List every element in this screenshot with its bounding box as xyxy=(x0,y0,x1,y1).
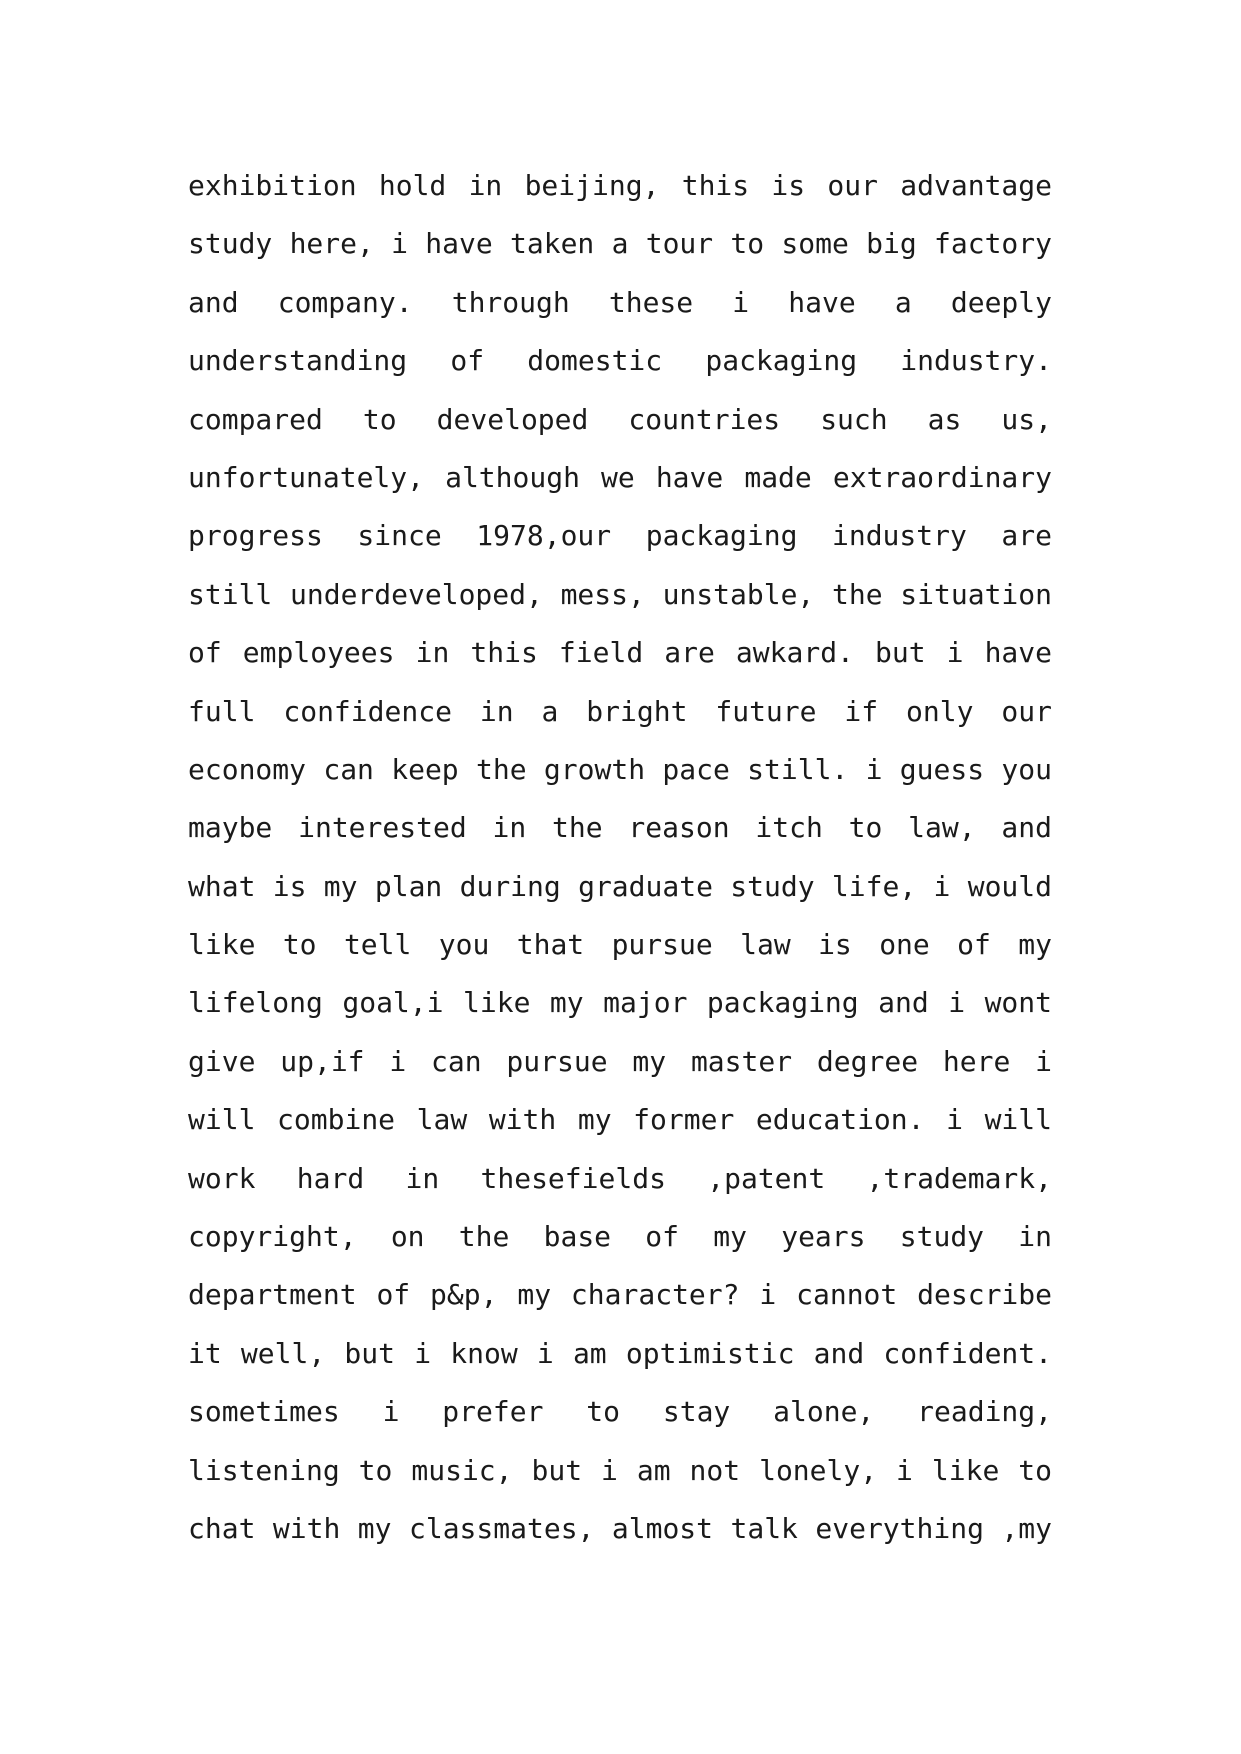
text-line-1: exhibition hold in beijing, this is our advantage xyxy=(188,169,1052,202)
text-line-11: economy can keep the growth pace still. i guess you xyxy=(188,752,1052,786)
text-line-17: will combine law with my former education. i will xyxy=(188,1103,1052,1137)
text-line-10: full confidence in a bright future if only our xyxy=(188,694,1052,728)
text-line-6: unfortunately, although we have made extraordinary xyxy=(188,460,1052,494)
text-line-8: still underdeveloped, mess, unstable, the situation xyxy=(188,577,1052,611)
text-line-12: maybe interested in the reason itch to law, and xyxy=(188,811,1052,845)
text-line-22: sometimes i prefer to stay alone, reading, xyxy=(188,1395,1052,1429)
text-line-21: it well, but i know i am optimistic and confident. xyxy=(188,1336,1052,1370)
text-line-24: chat with my classmates, almost talk everything ,my xyxy=(188,1511,1052,1545)
text-line-14: like to tell you that pursue law is one of my xyxy=(188,928,1052,962)
text-line-20: department of p&p, my character? i cannot describe xyxy=(188,1278,1052,1312)
text-line-9: of employees in this field are awkard. but i have xyxy=(188,636,1052,670)
text-line-13: what is my plan during graduate study life, i would xyxy=(188,869,1052,903)
text-line-18: work hard in thesefields ,patent ,trademark, xyxy=(188,1161,1052,1195)
text-line-2: study here, i have taken a tour to some big factory xyxy=(188,227,1052,261)
text-line-3: and company. through these i have a deeply xyxy=(188,285,1052,319)
text-line-4: understanding of domestic packaging industry. xyxy=(188,344,1052,378)
text-line-15: lifelong goal,i like my major packaging and i wont xyxy=(188,986,1052,1020)
text-line-5: compared to developed countries such as us, xyxy=(188,402,1052,436)
text-line-16: give up,if i can pursue my master degree here i xyxy=(188,1044,1052,1078)
body-text xyxy=(188,164,1052,1565)
text-line-7: progress since 1978,our packaging industry are xyxy=(188,519,1052,553)
text-line-19: copyright, on the base of my years study in xyxy=(188,1220,1052,1254)
text-line-23: listening to music, but i am not lonely, i like to xyxy=(188,1453,1052,1487)
